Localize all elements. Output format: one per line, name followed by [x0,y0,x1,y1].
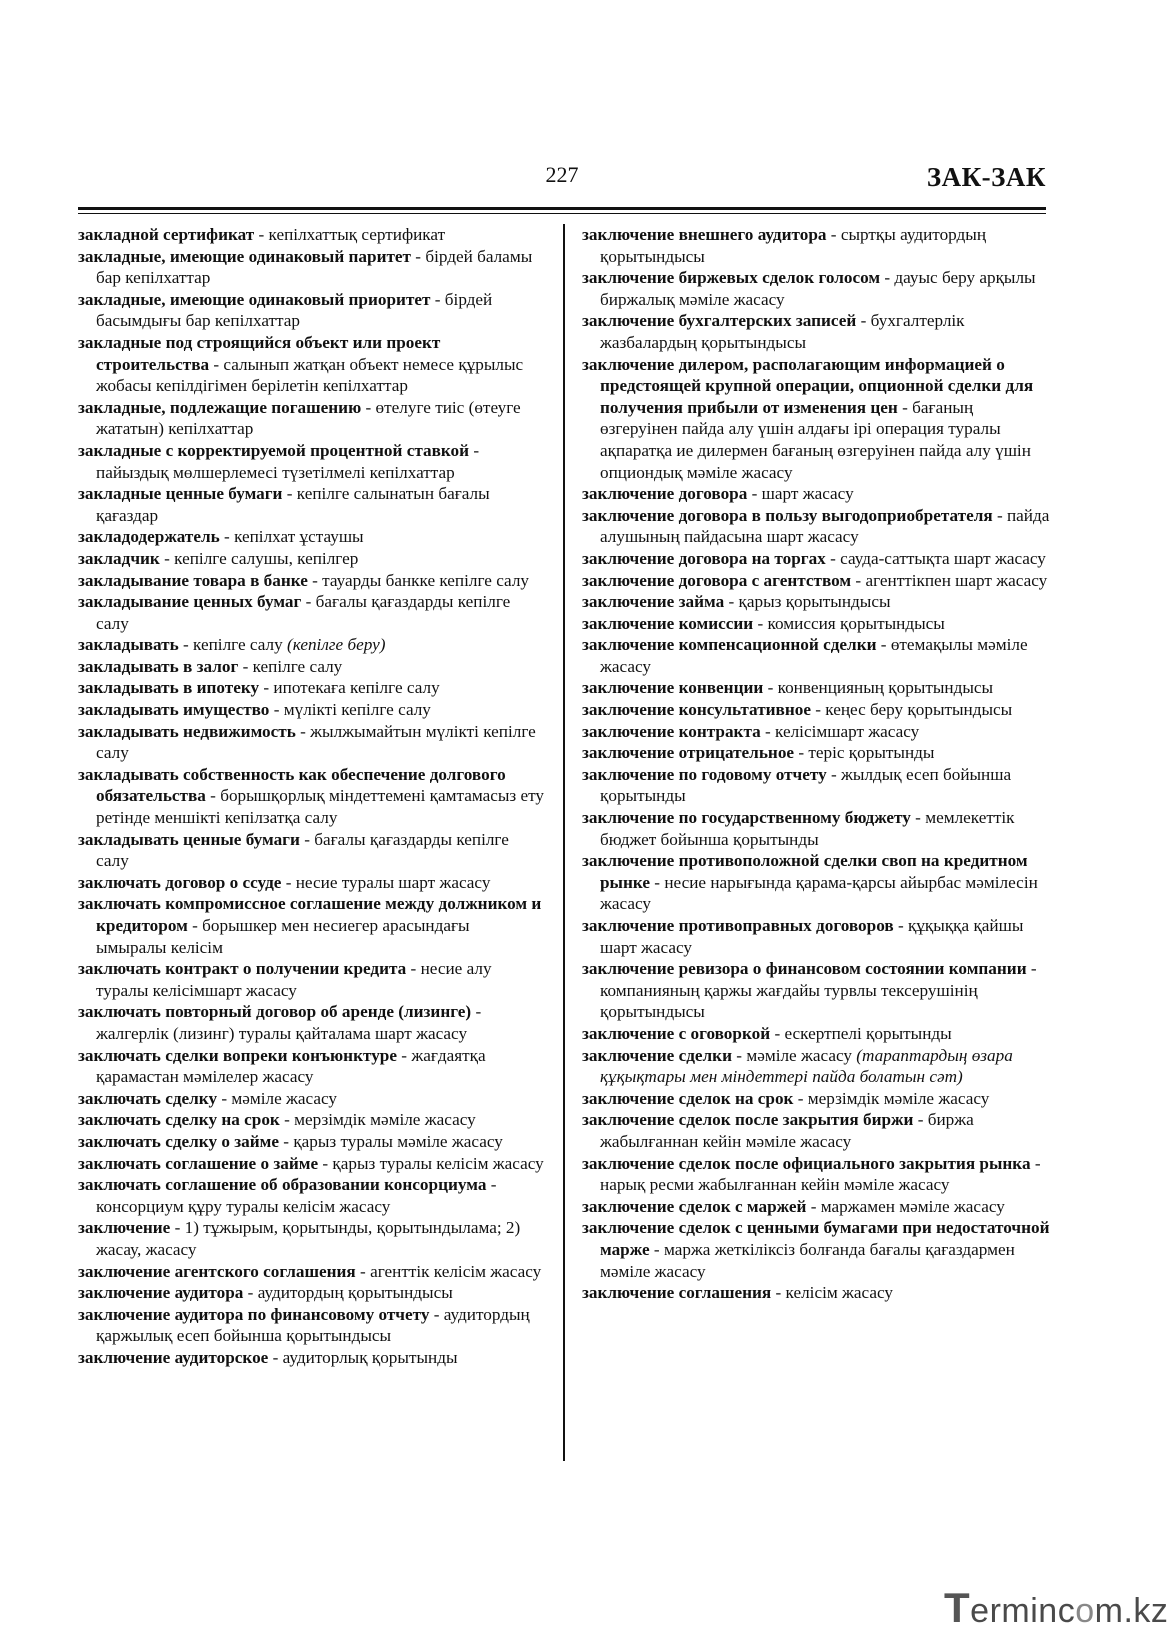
dictionary-entry: заключение биржевых сделок голосом - дауыс беру арқылы биржалық мәміле жасасу [582,268,1036,309]
entry-term: заключение контракта [582,721,761,741]
entry-translation: кепілхат ұстаушы [234,527,364,547]
entry-translation: өтелуге тиіс (өтеуге жататын) кепілхаттар [96,397,521,439]
dictionary-entry: заключение договора в пользу выгодоприобретателя - пайда алушының пайдасына шарт жасасу [582,505,1050,547]
dictionary-entry: заключать договор о ссуде - несие туралы шарт жасасу [78,872,491,892]
dictionary-entry: заключать сделки вопреки конъюнктуре - жағдаятқа қарамастан мәмілелер жасасу [78,1045,486,1087]
entry-translation: пайыздық мөлшерлемесі түзетілмелі кепілхаттар [96,462,455,482]
entry-translation: бухгалтерлік жазбалардың қорытындысы [600,311,965,352]
entry-term: заключать сделки вопреки конъюнктуре [78,1045,397,1065]
entry-term: заключение внешнего аудитора [582,225,827,244]
entry-translation: комиссия қорытындысы [767,613,945,633]
entry-translation: мәміле жасасу [746,1045,852,1065]
dictionary-entry: заключать сделку на срок - мерзімдік мәміле жасасу [78,1110,476,1130]
entry-translation: бағаның өзгеруінен пайда алу үшін алдағы ірі операция туралы ақпаратқа ие дилермен бағаның өзгеруінен пайда алу үшін опциондық мәміле жасасу [600,397,1031,482]
dictionary-entry: заключение аудитора - аудитордың қорытындысы [78,1283,453,1303]
entry-translation: кепілге салу [193,635,283,655]
dictionary-entry: закладывать в ипотеку - ипотекаға кепілге салу [78,678,440,698]
dictionary-entry: закладные под строящийся объект или проект строительства - салынып жатқан объект немесе құрылыс жобасы кепілдігімен берілетін кепілхаттар [78,332,524,396]
terminkom-logo: Termincom.kz [944,1584,1168,1631]
dictionary-entry: закладные, имеющие одинаковый приоритет - бірдей басымдығы бар кепілхаттар [78,289,493,331]
dictionary-entry: заключение аудиторское - аудиторлық қорытынды [78,1347,458,1367]
entry-term: закладывать ценные бумаги [78,829,300,849]
entry-translation: несие нарығында қарама-қарсы айырбас мәмілесін жасасу [600,872,1038,914]
dictionary-entry: заключение контракта - келісімшарт жасасу [582,721,920,741]
dictionary-entry: заключение агентского соглашения - агенттік келісім жасасу [78,1261,542,1281]
dictionary-entry: заключение по государственному бюджету - мемлекеттік бюджет бойынша қорытынды [582,808,1015,849]
entry-translation: борышкер мен несиегер арасындағы ымыралы келісім [96,916,470,957]
entry-translation: конвенцияның қорытындысы [777,678,994,698]
entry-translation: жылдық есеп бойынша қорытынды [600,764,1012,806]
entry-term: заключать сделку [78,1088,218,1108]
dictionary-entry: заключение конвенции - конвенцияның қорытындысы [582,678,994,698]
entry-translation: дауыс беру арқылы биржалық мәміле жасасу [600,268,1036,309]
dictionary-entry: закладные, имеющие одинаковый паритет - бірдей баламы бар кепілхаттар [78,246,533,288]
dictionary-entry: заключение сделок с маржей - маржамен мәміле жасасу [582,1196,1005,1216]
entry-term: закладные под строящийся объект или проект строительства [78,332,441,374]
entry-translation: сыртқы аудитордың қорытындысы [600,225,987,266]
entry-term: заключение сделки [582,1045,732,1065]
entry-translation: мүлікті кепілге салу [283,700,431,720]
entry-term: заключение конвенции [582,678,764,698]
entry-translation: қарыз туралы келісім жасасу [332,1153,544,1173]
entry-term: заключение противоположной сделки своп на кредитном рынке [582,851,1028,892]
dictionary-entry: заключение сделок на срок - мерзімдік мәміле жасасу [582,1088,990,1108]
dictionary-entry: заключение сделок с ценными бумагами при недостаточной марже - маржа жеткіліксіз болғанда бағалы қағаздармен мәміле жасасу [582,1218,1050,1281]
entry-term: заключение по годовому отчету [582,764,827,784]
entry-term: заключение компенсационной сделки [582,635,877,655]
entry-term: заключение соглашения [582,1283,772,1303]
entry-term: закладывать недвижимость [78,721,296,741]
entry-translation: ескертпелі қорытынды [784,1023,952,1043]
dictionary-entry: закладывание ценных бумаг - бағалы қағаздарды кепілге салу [78,592,511,633]
dictionary-entry: закладывать ценные бумаги - бағалы қағаздарды кепілге салу [78,829,509,871]
entry-term: закладные, имеющие одинаковый паритет [78,246,411,266]
entry-translation: агенттік келісім жасасу [370,1261,542,1281]
dictionary-entry: заключать контракт о получении кредита - несие алу туралы келісімшарт жасасу [78,959,492,1000]
entry-term: заключать компромиссное соглашение между должником и кредитором [78,894,542,935]
dictionary-entry: заключать соглашение о займе - қарыз туралы келісім жасасу [78,1153,544,1173]
dictionary-entry: закладывание товара в банке - тауарды банкке кепілге салу [78,570,530,590]
dictionary-entry: заключение сделки - мәміле жасасу (тараптардың өзара құқықтары мен міндеттері пайда болатын сәт) [582,1045,1013,1087]
entry-translation: салынып жатқан объект немесе құрылыс жобасы кепілдігімен берілетін кепілхаттар [96,354,524,396]
entry-translation: консорциум құру туралы келісім жасасу [96,1196,391,1216]
dictionary-entry: заключение противоправных договоров - құқыққа қайшы шарт жасасу [582,916,1024,957]
entry-translation: кепілге салынатын бағалы қағаздар [96,484,490,525]
entry-translation: аудитордың қорытындысы [257,1283,453,1303]
dictionary-entry: заключение противоположной сделки своп на кредитном рынке - несие нарығында қарама-қарсы айырбас мәмілесін жасасу [582,851,1038,914]
dictionary-entry: заключение дилером, располагающим информацией о предстоящей крупной операции, опционной сделки для получения прибыли от изменения цен - бағаның өзгеруінен пайда алу үшін алдағы ірі операция туралы ақпаратқа ие дилермен бағаның өзгеруінен пайда алу үшін опциондық мәміле жасасу [582,354,1034,482]
entry-translation: 1) тұжырым, қорытынды, қорытындылама; 2) жасау, жасасу [96,1218,521,1259]
entry-term: заключать договор о ссуде [78,872,282,892]
entry-translation: кепілге салу [252,656,343,676]
entry-term: закладывать в залог [78,656,239,676]
entry-term: заключение агентского соглашения [78,1261,356,1281]
entry-term: заключение договора [582,484,748,504]
entry-translation: тауарды банкке кепілге салу [322,570,530,590]
entry-translation: несие туралы шарт жасасу [295,872,491,892]
entry-translation: пайда алушының пайдасына шарт жасасу [600,505,1050,547]
entry-translation: шарт жасасу [761,484,854,504]
entry-translation: жалгерлік (лизинг) туралы қайталама шарт жасасу [96,1023,468,1043]
entry-translation: жағдаятқа қарамастан мәмілелер жасасу [96,1045,486,1087]
dictionary-entry: закладные, подлежащие погашению - өтелуге тиіс (өтеуге жататын) кепілхаттар [78,397,521,439]
entry-translation: жылжымайтын мүлікті кепілге салу [96,721,536,763]
entry-translation: қарыз қорытындысы [738,592,891,612]
entry-translation: келісімшарт жасасу [775,721,920,741]
entry-translation: өтемақылы мәміле жасасу [600,635,1028,676]
entry-translation: келісім жасасу [785,1283,893,1303]
dictionary-entry: заключение по годовому отчету - жылдық есеп бойынша қорытынды [582,764,1012,806]
entry-translation: бірдей баламы бар кепілхаттар [96,246,533,288]
dictionary-entry: закладывать собственность как обеспечение долгового обязательства - борышқорлық міндеттемені қамтамасыз ету ретінде меншікті кепілзатқа салу [78,764,545,828]
entry-term: заключение консультативное [582,700,811,720]
entry-translation: компанияның қаржы жағдайы турвлы тексерушінің қорытындысы [600,980,978,1022]
entry-term: закладодержатель [78,527,220,547]
column-divider [563,224,565,1461]
entry-term: заключение займа [582,592,725,612]
entry-translation: несие алу туралы келісімшарт жасасу [96,959,492,1000]
entry-term: заключение комиссии [582,613,754,633]
entry-term: заключение по государственному бюджету [582,808,911,828]
entry-term: заключать соглашение о займе [78,1153,319,1173]
right-column [582,224,1050,1304]
dictionary-entry: закладные ценные бумаги - кепілге салынатын бағалы қағаздар [78,484,490,525]
entry-translation: бағалы қағаздарды кепілге салу [96,592,511,633]
entry-translation: кепілге салушы, кепілгер [174,548,359,568]
entry-translation: маржамен мәміле жасасу [820,1196,1005,1216]
entry-term: заключать контракт о получении кредита [78,959,407,979]
entry-translation: нарық ресми жабылғаннан кейін мәміле жасасу [600,1175,950,1195]
entry-term: закладной сертификат [78,225,255,244]
entry-term: закладывать в ипотеку [78,678,260,698]
entry-translation: маржа жеткіліксіз болғанда бағалы қағаздармен мәміле жасасу [600,1239,1015,1281]
dictionary-entry: закладной сертификат - кепілхаттық сертификат [78,225,446,244]
entry-term: закладывание ценных бумаг [78,592,302,612]
entry-translation: агенттікпен шарт жасасу [865,570,1048,590]
entry-term: заключение [78,1218,171,1238]
entry-note: (тараптардың өзара құқықтары мен міндеттері пайда болатын сәт) [600,1045,1013,1087]
entry-term: заключать сделку о займе [78,1131,279,1151]
entry-term: заключение сделок на срок [582,1088,794,1108]
entry-translation: мемлекеттік бюджет бойынша қорытынды [600,808,1015,849]
entry-translation: мерзімдік мәміле жасасу [294,1110,476,1130]
dictionary-entry: заключение консультативное - кеңес беру қорытындысы [582,700,1013,720]
entry-term: заключение противоправных договоров [582,916,894,935]
dictionary-entry: закладывать имущество - мүлікті кепілге салу [78,700,431,720]
dictionary-entry: заключать сделку - мәміле жасасу [78,1088,338,1108]
page-header [78,150,1046,198]
dictionary-entry: заключение с оговоркой - ескертпелі қорытынды [582,1023,952,1043]
dictionary-entry: заключение сделок после официального закрытия рынка - нарық ресми жабылғаннан кейін мәміле жасасу [582,1153,1041,1195]
entry-term: закладчик [78,548,160,568]
dictionary-entry: закладодержатель - кепілхат ұстаушы [78,527,364,547]
dictionary-entry: заключать соглашение об образовании консорциума - консорциум құру туралы келісім жасасу [78,1175,497,1216]
dictionary-entry: заключение бухгалтерских записей - бухгалтерлік жазбалардың қорытындысы [582,311,965,352]
left-column [78,224,544,1368]
entry-term: закладные, имеющие одинаковый приоритет [78,289,431,309]
dictionary-entry: закладные с корректируемой процентной ставкой - пайыздық мөлшерлемесі түзетілмелі кепілхаттар [78,440,480,482]
entry-term: заключение сделок после закрытия биржи [582,1110,914,1130]
dictionary-entry: закладчик - кепілге салушы, кепілгер [78,548,359,568]
dictionary-entry: заключение договора на торгах - сауда-саттықта шарт жасасу [582,548,1046,568]
entry-translation: биржа жабылғаннан кейін мәміле жасасу [600,1110,974,1151]
entry-term: заключать сделку на срок [78,1110,280,1130]
entry-translation: мерзімдік мәміле жасасу [807,1088,990,1108]
entry-term: заключение аудитора [78,1283,244,1303]
dictionary-entry: закладывать в залог - кепілге салу [78,656,343,676]
dictionary-entry: заключение соглашения - келісім жасасу [582,1283,893,1303]
dictionary-entry: закладывать - кепілге салу (кепілге беру) [78,635,386,655]
entry-term: заключение сделок с маржей [582,1196,807,1216]
dictionary-entry: заключение комиссии - комиссия қорытындысы [582,613,945,633]
entry-translation: қарыз туралы мәміле жасасу [293,1131,503,1151]
dictionary-entry: заключение отрицательное - теріс қорытынды [582,743,935,763]
dictionary-entry: заключение - 1) тұжырым, қорытынды, қорытындылама; 2) жасау, жасасу [78,1218,521,1259]
entry-term: заключение сделок после официального закрытия рынка [582,1153,1031,1173]
entry-translation: кепілхаттық сертификат [268,225,446,244]
entry-translation: аудитордың қаржылық есеп бойынша қорытындысы [96,1304,530,1346]
dictionary-entry: заключение компенсационной сделки - өтемақылы мәміле жасасу [582,635,1028,676]
entry-translation: құқыққа қайшы шарт жасасу [600,916,1024,957]
entry-term: закладные с корректируемой процентной ставкой [78,440,470,460]
entry-term: заключать повторный договор об аренде (лизинге) [78,1002,472,1022]
entry-term: закладывать [78,635,179,655]
entry-note: (кепілге беру) [286,635,386,655]
entry-term: заключение ревизора о финансовом состоянии компании [582,959,1027,979]
entry-translation: кеңес беру қорытындысы [825,700,1013,720]
dictionary-entry: заключать компромиссное соглашение между должником и кредитором - борышкер мен несиегер арасындағы ымыралы келісім [78,894,542,957]
running-head: ЗАК-ЗАК [926,162,1046,192]
entry-translation: бағалы қағаздарды кепілге салу [96,829,509,871]
dictionary-entry: заключение сделок после закрытия биржи - биржа жабылғаннан кейін мәміле жасасу [582,1110,974,1151]
entry-translation: борышқорлық міндеттемені қамтамасыз ету ретінде меншікті кепілзатқа салу [96,786,545,828]
header-rule-thick [78,207,1046,210]
entry-term: заключение сделок с ценными бумагами при недостаточной марже [582,1218,1050,1259]
entry-term: закладные ценные бумаги [78,484,283,504]
entry-term: закладывать имущество [78,700,270,720]
dictionary-entry: заключать сделку о займе - қарыз туралы мәміле жасасу [78,1131,503,1151]
entry-term: заключать соглашение об образовании консорциума [78,1175,487,1195]
entry-translation: аудиторлық қорытынды [282,1347,458,1367]
entry-term: заключение дилером, располагающим информацией о предстоящей крупной операции, опционной сделки для получения прибыли от изменения цен [582,354,1034,417]
entry-term: заключение биржевых сделок голосом [582,268,881,288]
dictionary-entry: заключать повторный договор об аренде (лизинге) - жалгерлік (лизинг) туралы қайталама шарт жасасу [78,1002,482,1043]
dictionary-entry: заключение внешнего аудитора - сыртқы аудитордың қорытындысы [582,225,987,266]
entry-term: заключение аудиторское [78,1347,269,1367]
entry-translation: бірдей басымдығы бар кепілхаттар [96,289,493,331]
dictionary-entry: заключение договора - шарт жасасу [582,484,854,504]
entry-translation: мәміле жасасу [231,1088,338,1108]
entry-translation: теріс қорытынды [808,743,935,763]
entry-term: заключение договора в пользу выгодоприобретателя [582,505,993,525]
entry-translation: ипотекаға кепілге салу [273,678,440,698]
dictionary-entry: закладывать недвижимость - жылжымайтын мүлікті кепілге салу [78,721,536,763]
dictionary-entry: заключение займа - қарыз қорытындысы [582,592,891,612]
entry-term: заключение аудитора по финансовому отчету [78,1304,430,1324]
entry-term: закладывание товара в банке [78,570,308,590]
page-number: 227 [545,162,579,187]
header-rule-thin [78,213,1046,214]
entry-term: заключение бухгалтерских записей [582,311,857,331]
dictionary-entry: заключение ревизора о финансовом состоянии компании - компанияның қаржы жағдайы турвлы тексерушінің қорытындысы [582,959,1037,1022]
dictionary-entry: заключение аудитора по финансовому отчету - аудитордың қаржылық есеп бойынша қорытындысы [78,1304,530,1346]
entry-term: закладывать собственность как обеспечение долгового обязательства [78,764,506,806]
entry-term: заключение договора с агентством [582,570,852,590]
entry-term: заключение с оговоркой [582,1023,771,1043]
entry-translation: сауда-саттықта шарт жасасу [840,548,1046,568]
entry-term: заключение договора на торгах [582,548,826,568]
entry-term: заключение отрицательное [582,743,795,763]
dictionary-entry: заключение договора с агентством - агенттікпен шарт жасасу [582,570,1048,590]
entry-term: закладные, подлежащие погашению [78,397,362,417]
